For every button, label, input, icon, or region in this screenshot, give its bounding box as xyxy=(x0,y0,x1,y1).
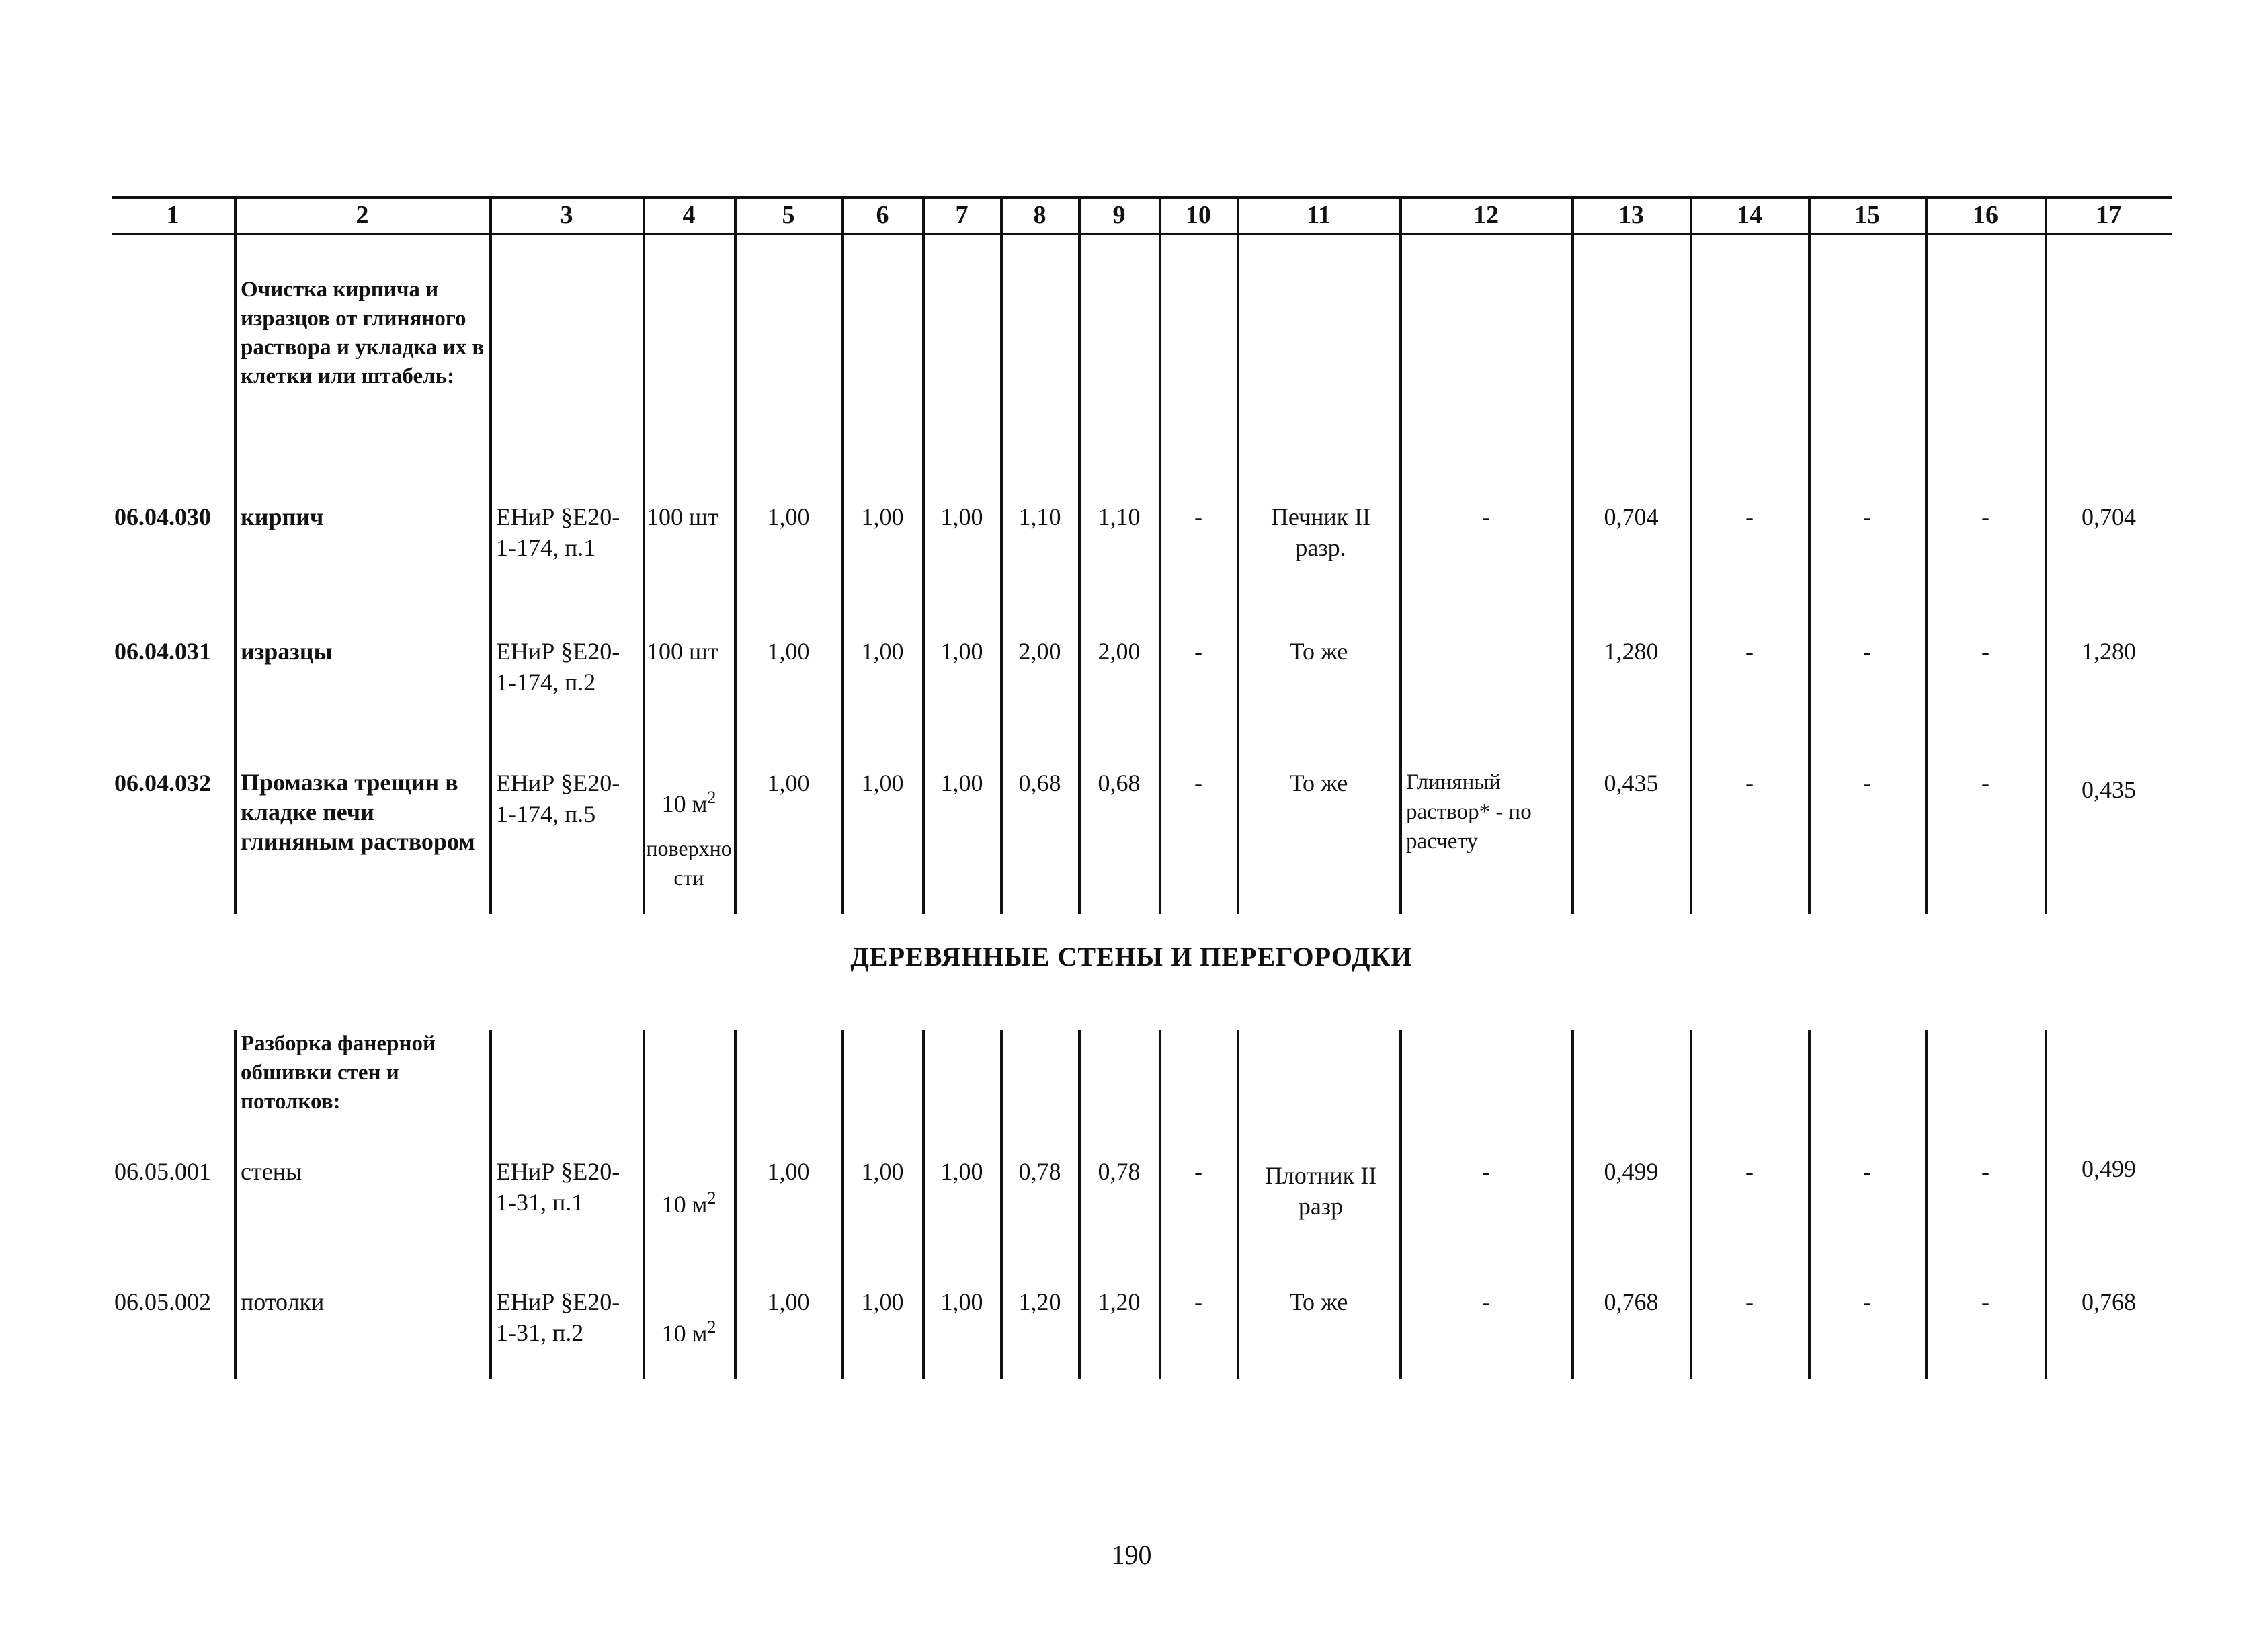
row-c6: 1,00 xyxy=(861,770,904,796)
col-divider xyxy=(1571,196,1574,914)
row-c7: 1,00 xyxy=(940,503,983,530)
row-c17: 0,435 xyxy=(2082,776,2136,803)
row-c11: Печник II разр. xyxy=(1270,503,1371,561)
row-unit: 100 шт xyxy=(647,503,718,530)
row-c12: Глиняный раствор* - по расчету xyxy=(1406,770,1532,854)
row-c9: 1,10 xyxy=(1098,503,1141,530)
row-c10: - xyxy=(1194,503,1202,530)
row-c6: 1,00 xyxy=(861,503,904,530)
row-code: 06.05.002 xyxy=(114,1288,211,1315)
row-name: Промазка трещин в кладке печи глиняным раствором xyxy=(241,769,475,855)
row-c15: - xyxy=(1863,503,1871,530)
col-divider xyxy=(1808,196,1811,914)
row-c9: 0,68 xyxy=(1098,770,1141,796)
row-name: кирпич xyxy=(241,503,324,530)
row-c10: - xyxy=(1194,638,1202,665)
row-c5: 1,00 xyxy=(767,770,810,796)
row-c8: 0,78 xyxy=(1018,1158,1061,1185)
col-divider xyxy=(1571,1030,1574,1379)
row-basis: ЕНиР §Е20-1-174, п.2 xyxy=(496,638,620,696)
row-c16: - xyxy=(1981,770,1989,796)
row-c17: 0,499 xyxy=(2082,1155,2136,1182)
row-c14: - xyxy=(1745,1288,1754,1315)
col-divider xyxy=(734,1030,737,1379)
row-unit-note: поверхности xyxy=(646,836,732,890)
col-divider xyxy=(489,196,492,914)
header-col-8: 8 xyxy=(1033,201,1046,229)
header-bottom-rule xyxy=(112,233,2172,235)
header-col-14: 14 xyxy=(1737,201,1762,229)
col-divider xyxy=(2045,196,2047,914)
row-name: потолки xyxy=(241,1288,325,1315)
row-c11: То же xyxy=(1289,638,1348,665)
row-c14: - xyxy=(1745,638,1754,665)
row-c11: То же xyxy=(1289,1288,1348,1315)
row-c12: - xyxy=(1482,503,1490,530)
header-col-2: 2 xyxy=(356,201,369,229)
col-divider xyxy=(1925,1030,1928,1379)
col-divider xyxy=(1237,1030,1239,1379)
row-c8: 1,20 xyxy=(1018,1288,1061,1315)
col-divider xyxy=(734,196,737,914)
row-c13: 0,768 xyxy=(1604,1288,1659,1315)
row-code: 06.04.031 xyxy=(114,638,211,665)
row-c16: - xyxy=(1981,503,1989,530)
row-c10: - xyxy=(1194,770,1202,796)
header-col-11: 11 xyxy=(1307,201,1331,229)
row-c6: 1,00 xyxy=(861,1288,904,1315)
row-c6: 1,00 xyxy=(861,638,904,665)
row-c9: 2,00 xyxy=(1098,638,1141,665)
row-c13: 0,499 xyxy=(1604,1158,1659,1185)
row-basis: ЕНиР §Е20-1-31, п.2 xyxy=(496,1288,620,1346)
col-divider xyxy=(1237,196,1239,914)
row-c10: - xyxy=(1194,1288,1202,1315)
col-divider xyxy=(2045,1030,2047,1379)
col-divider xyxy=(841,196,844,914)
row-basis: ЕНиР §Е20-1-174, п.1 xyxy=(496,503,620,561)
row-unit xyxy=(644,1312,734,1349)
col-divider xyxy=(1159,1030,1161,1379)
row-unit-exponent: 2 xyxy=(707,1188,716,1208)
row-c11: Плотник II разр xyxy=(1264,1162,1377,1220)
row-c8: 2,00 xyxy=(1018,638,1061,665)
col-divider xyxy=(1808,1030,1811,1379)
row-c16: - xyxy=(1981,1288,1989,1315)
row-c7: 1,00 xyxy=(940,638,983,665)
row-unit-exponent: 2 xyxy=(707,788,716,807)
header-col-13: 13 xyxy=(1618,201,1644,229)
col-divider xyxy=(234,196,237,914)
row-c10: - xyxy=(1194,1158,1202,1185)
row-c8: 0,68 xyxy=(1018,770,1061,796)
header-col-17: 17 xyxy=(2096,201,2122,229)
row-code: 06.04.032 xyxy=(114,770,211,796)
header-col-9: 9 xyxy=(1112,201,1126,229)
header-col-7: 7 xyxy=(955,201,969,229)
col-divider xyxy=(922,196,925,914)
row-c13: 1,280 xyxy=(1604,638,1659,665)
col-divider xyxy=(1000,1030,1003,1379)
col-divider xyxy=(1690,1030,1692,1379)
row-name: изразцы xyxy=(241,638,333,665)
row-name: стены xyxy=(241,1158,302,1185)
row-c14: - xyxy=(1745,1158,1754,1185)
header-col-15: 15 xyxy=(1854,201,1880,229)
row-code: 06.05.001 xyxy=(114,1158,211,1185)
header-col-12: 12 xyxy=(1473,201,1499,229)
row-c8: 1,10 xyxy=(1018,503,1061,530)
row-c9: 0,78 xyxy=(1098,1158,1141,1185)
row-c13: 0,704 xyxy=(1604,503,1659,530)
header-col-16: 16 xyxy=(1973,201,1998,229)
page-number: 190 xyxy=(1111,1540,1152,1570)
header-col-3: 3 xyxy=(560,201,573,229)
col-divider xyxy=(1078,1030,1081,1379)
col-divider xyxy=(841,1030,844,1379)
col-divider xyxy=(1078,196,1081,914)
section-title: ДЕРЕВЯННЫЕ СТЕНЫ И ПЕРЕГОРОДКИ xyxy=(850,942,1413,972)
group-title: Очистка кирпича и изразцов от глиняного раствора и укладка их в клетки или штабель: xyxy=(241,278,485,388)
row-c5: 1,00 xyxy=(767,638,810,665)
row-unit-value: 10 м xyxy=(661,1191,708,1218)
row-unit-exponent: 2 xyxy=(707,1317,716,1337)
row-c15: - xyxy=(1863,770,1871,796)
row-c5: 1,00 xyxy=(767,1288,810,1315)
col-divider xyxy=(1925,196,1928,914)
row-c13: 0,435 xyxy=(1604,770,1659,796)
row-c15: - xyxy=(1863,638,1871,665)
row-c7: 1,00 xyxy=(940,1158,983,1185)
header-col-4: 4 xyxy=(682,201,696,229)
col-divider xyxy=(1000,196,1003,914)
row-c9: 1,20 xyxy=(1098,1288,1141,1315)
col-divider xyxy=(1399,1030,1402,1379)
row-c12: - xyxy=(1482,1158,1490,1185)
row-c16: - xyxy=(1981,1158,1989,1185)
header-col-10: 10 xyxy=(1186,201,1211,229)
header-col-6: 6 xyxy=(876,201,889,229)
col-divider xyxy=(234,1030,237,1379)
col-divider xyxy=(1690,196,1692,914)
row-c17: 0,704 xyxy=(2082,503,2136,530)
row-c14: - xyxy=(1745,503,1754,530)
col-divider xyxy=(922,1030,925,1379)
row-c14: - xyxy=(1745,770,1754,796)
row-unit xyxy=(644,1183,734,1220)
row-c6: 1,00 xyxy=(861,1158,904,1185)
row-c11: То же xyxy=(1289,770,1348,796)
col-divider xyxy=(489,1030,492,1379)
row-c5: 1,00 xyxy=(767,1158,810,1185)
row-c12: - xyxy=(1482,1288,1490,1315)
row-code: 06.04.030 xyxy=(114,503,211,530)
row-basis: ЕНиР §Е20-1-31, п.1 xyxy=(496,1158,620,1216)
row-basis: ЕНиР §Е20-1-174, п.5 xyxy=(496,770,620,827)
row-unit-value: 10 м xyxy=(661,790,708,817)
row-c7: 1,00 xyxy=(940,1288,983,1315)
row-c15: - xyxy=(1863,1158,1871,1185)
col-divider xyxy=(1399,196,1402,914)
row-c17: 0,768 xyxy=(2082,1288,2136,1315)
col-divider xyxy=(1159,196,1161,914)
row-c5: 1,00 xyxy=(767,503,810,530)
row-unit: 100 шт xyxy=(647,638,718,665)
header-col-1: 1 xyxy=(166,201,179,229)
row-c16: - xyxy=(1981,638,1989,665)
group-title: Разборка фанерной обшивки стен и потолков: xyxy=(241,1032,436,1114)
row-unit xyxy=(644,782,734,819)
header-col-5: 5 xyxy=(782,201,795,229)
row-c15: - xyxy=(1863,1288,1871,1315)
row-c7: 1,00 xyxy=(940,770,983,796)
row-c17: 1,280 xyxy=(2082,638,2136,665)
row-unit-value: 10 м xyxy=(661,1320,708,1347)
